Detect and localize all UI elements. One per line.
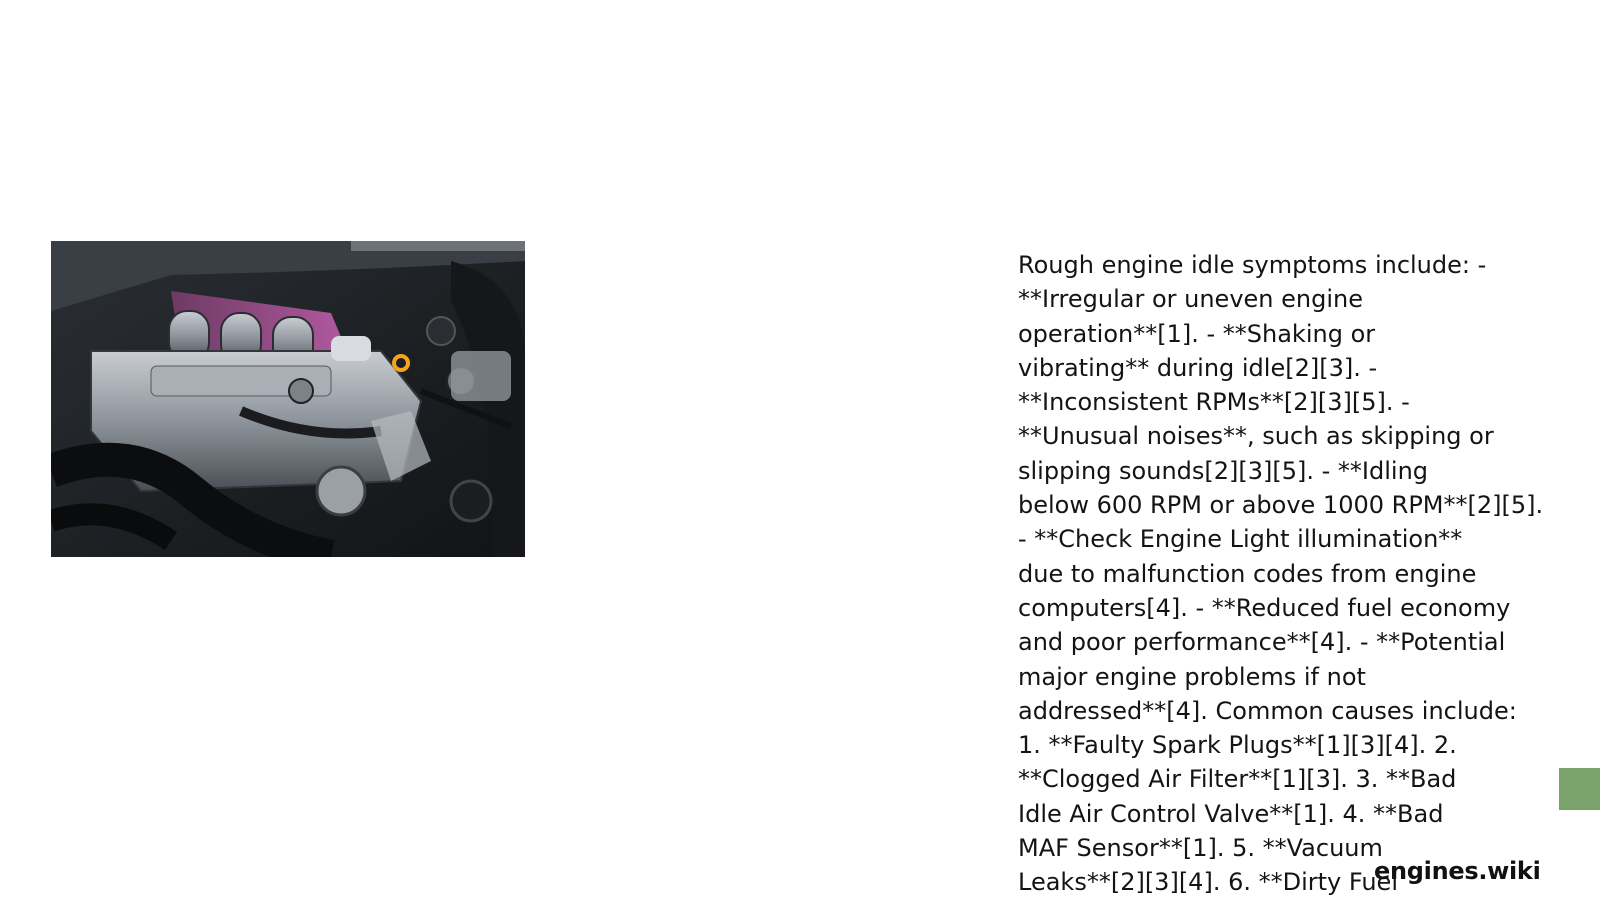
side-tab-button[interactable] <box>1559 768 1600 810</box>
site-brand-logo[interactable]: engines.wiki <box>1374 857 1541 885</box>
article-body-text: Rough engine idle symptoms include: - **Irregular or uneven engine operation**[1]. - **Shaking or vibrating** during idle[2][3]. - **Inconsistent RPMs**[2][3][5]. - **Unusual noises**, such as skipping or slipping sounds[2][3][5]. - **Idling below 600 RPM or above 1000 RPM**[2][5]. - **Check Engine Light illumination** due to malfunction codes from engine computers[4]. - **Reduced fuel economy and poor performance**[4]. - **Potential major engine problems if not addressed**[4]. Common causes include: 1. **Faulty Spark Plugs**[1][3][4]. 2. **Clogged Air Filter**[1][3]. 3. **Bad Idle Air Control Valve**[1]. 4. **Bad MAF Sensor**[1]. 5. **Vacuum Leaks**[2][3][4]. 6. **Dirty Fuel <box>1018 251 1544 897</box>
engine-bay-photo <box>51 241 525 557</box>
engine-illustration <box>51 241 525 557</box>
